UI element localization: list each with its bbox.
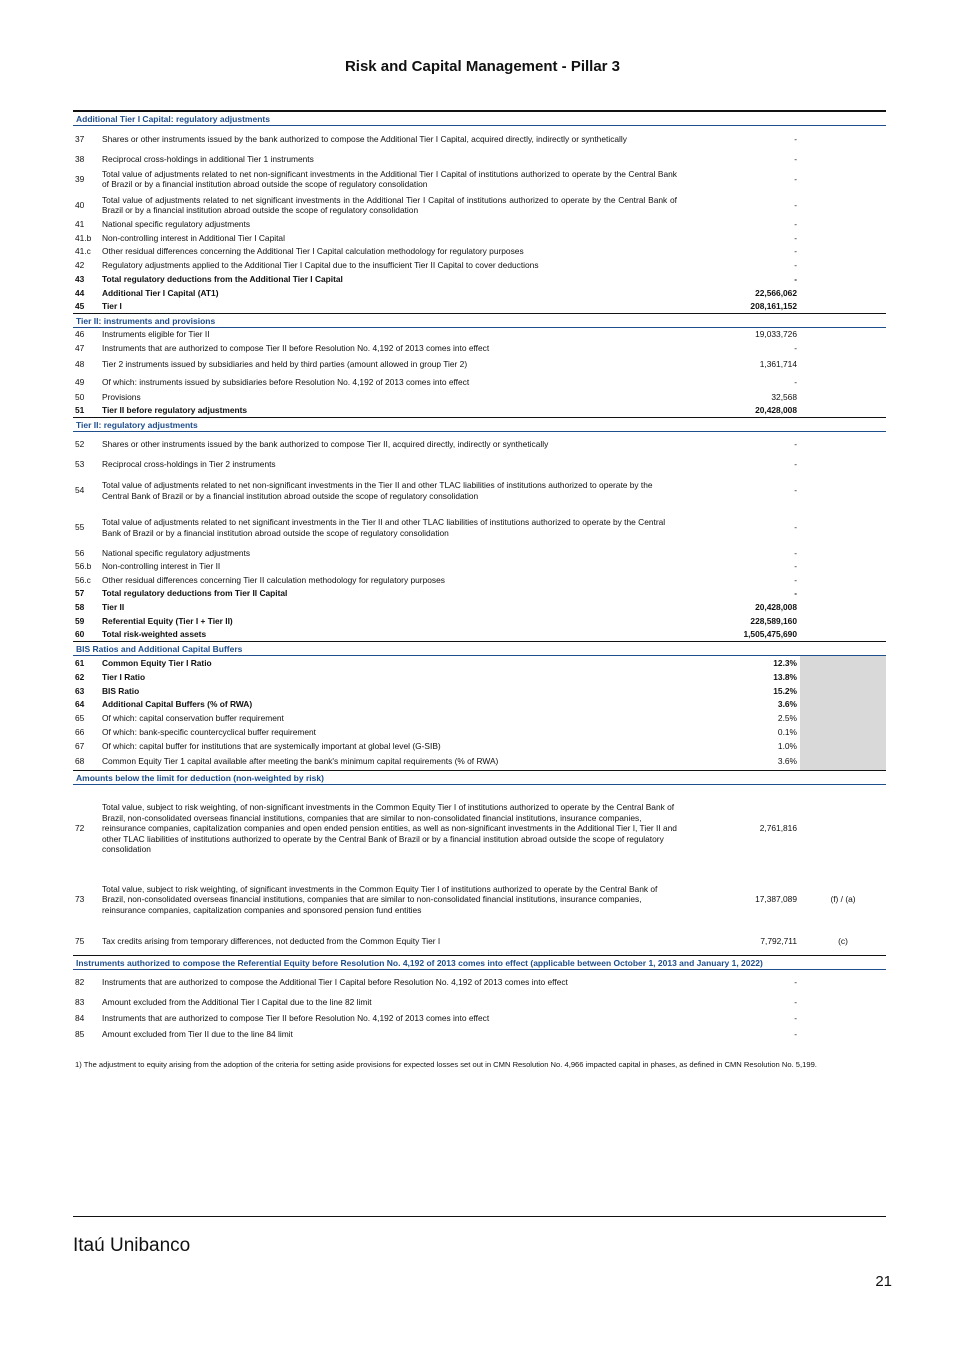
row-description: National specific regulatory adjustments [102, 547, 251, 558]
row-note [800, 546, 886, 560]
row-number: 53 [75, 458, 85, 469]
row-note [800, 166, 886, 192]
row-number: 41.c [75, 246, 91, 257]
row-number: 55 [75, 522, 85, 533]
footer-brand: Itaú Unibanco [73, 1235, 191, 1256]
row-value: - [794, 173, 797, 184]
row-note [800, 286, 886, 300]
row-description: Tier 2 instruments issued by subsidiaries and held by third parties (amount allowed in group Tier 2) [102, 358, 468, 369]
row-number: 85 [75, 1028, 85, 1039]
row-value: 32,568 [771, 392, 797, 403]
row-number: 49 [75, 376, 85, 387]
row-description: Additional Capital Buffers (% of RWA) [102, 699, 253, 710]
row-number: 56 [75, 547, 85, 558]
row-description: BIS Ratio [102, 685, 140, 696]
table-row [73, 725, 886, 739]
row-value: - [794, 547, 797, 558]
row-note [800, 614, 886, 628]
row-description: National specific regulatory adjustments [102, 219, 251, 230]
row-description: Provisions [102, 392, 141, 403]
row-note [800, 391, 886, 404]
row-number: 41 [75, 219, 85, 230]
row-note [800, 472, 886, 509]
row-description: Instruments that are authorized to compose Tier II before Resolution No. 4,192 of 2013 comes into effect [102, 1012, 490, 1023]
table-row [73, 670, 886, 684]
section-header: Tier II: regulatory adjustments [73, 417, 886, 432]
row-value: 13.8% [773, 671, 797, 682]
row-number: 56.b [75, 561, 92, 572]
row-note [800, 725, 886, 739]
row-number: 61 [75, 657, 85, 668]
table-row [73, 373, 886, 391]
row-description: Total value, subject to risk weighting, of significant investments in the Common Equity Tier I of institutions authorized to operate by the Central Bank of Brazil, non-consolidated overseas financial institutions, companies that are similar to non-consolidated financial institutions, insurance companies, reinsurance companies, capitalization companies and sponsored pension fund entities [102, 883, 658, 915]
row-note: (c) [838, 935, 848, 946]
row-description: Tax credits arising from temporary differences, not deducted from the Common Equity Tier I [102, 935, 441, 946]
table-row [73, 472, 886, 509]
row-number: 38 [75, 153, 85, 164]
row-note [800, 711, 886, 725]
table-row [73, 286, 886, 300]
row-description: Of which: bank-specific countercyclical buffer requirement [102, 726, 316, 737]
row-number: 75 [75, 935, 85, 946]
row-note [800, 126, 886, 152]
row-number: 66 [75, 726, 85, 737]
table-row [73, 684, 886, 698]
row-note [800, 739, 886, 753]
row-number: 60 [75, 629, 85, 640]
row-description: Shares or other instruments issued by the bank authorized to compose the Additional Tier I Capital, acquired directly, indirectly or synthetically [102, 133, 627, 144]
row-description: Non-controlling interest in Tier II [102, 561, 221, 572]
row-note: (f) / (a) [830, 894, 856, 905]
row-note [800, 328, 886, 341]
row-value: - [794, 133, 797, 144]
row-description: Other residual differences concerning Tier II calculation methodology for regulatory purposes [102, 574, 445, 585]
row-description: Amount excluded from the Additional Tier I Capital due to the line 82 limit [102, 996, 372, 1007]
table-row [73, 739, 886, 753]
row-value: - [794, 976, 797, 987]
row-value: - [794, 273, 797, 284]
table-row [73, 587, 886, 600]
table-row [73, 231, 886, 245]
table-row [73, 166, 886, 192]
table-row [73, 628, 886, 641]
row-value: 0.1% [777, 726, 797, 737]
row-description: Shares or other instruments issued by the bank authorized to compose Tier II, acquired directly, indirectly or synthetically [102, 438, 549, 449]
table-row [73, 600, 886, 614]
row-number: 45 [75, 301, 85, 312]
row-description: Total value of adjustments related to net non-significant investments in the Additional Tier I Capital of institutions authorized to operate by the Central Bank of Brazil or by a financial institution abroad outside the scope of regulatory consolidation [102, 168, 677, 189]
table-row [73, 698, 886, 711]
row-description: Tier II [102, 601, 125, 612]
table-row [73, 656, 886, 670]
row-value: - [794, 1012, 797, 1023]
table-row [73, 546, 886, 560]
table-row [73, 456, 886, 472]
row-number: 52 [75, 438, 85, 449]
row-description: Total risk-weighted assets [102, 629, 207, 640]
row-number: 72 [75, 823, 85, 834]
row-note [800, 785, 886, 872]
row-note [800, 432, 886, 456]
table-row [73, 927, 886, 955]
row-value: 19,033,726 [755, 329, 797, 340]
row-number: 67 [75, 740, 85, 751]
row-note [800, 373, 886, 391]
table-row [73, 218, 886, 231]
row-note [800, 600, 886, 614]
table-row [73, 258, 886, 272]
row-value: 12.3% [773, 657, 797, 668]
table-row [73, 560, 886, 573]
row-description: Tier I [102, 301, 122, 312]
row-note [800, 560, 886, 573]
row-number: 62 [75, 671, 85, 682]
row-value: - [794, 153, 797, 164]
row-number: 59 [75, 615, 85, 626]
row-value: 2.5% [777, 712, 797, 723]
row-value: - [794, 246, 797, 257]
row-value: 1,361,714 [759, 358, 797, 369]
row-note [800, 355, 886, 373]
row-value: 3.6% [777, 756, 797, 767]
table-row [73, 192, 886, 218]
row-value: 208,161,152 [750, 301, 797, 312]
row-number: 47 [75, 342, 85, 353]
row-description: Instruments eligible for Tier II [102, 329, 210, 340]
row-value: 20,428,008 [755, 601, 797, 612]
row-description: Total value of adjustments related to net significant investments in the Tier II and other TLAC liabilities of institutions authorized to operate by the Central Bank of Brazil or by a financial institution abroad outside the scope of regulatory consolidation [102, 517, 666, 538]
row-number: 82 [75, 976, 85, 987]
table-row [73, 300, 886, 313]
row-note [800, 509, 886, 546]
row-note [800, 753, 886, 770]
row-number: 41.b [75, 232, 92, 243]
row-note [800, 300, 886, 313]
table-row [73, 509, 886, 546]
table-row [73, 1010, 886, 1026]
row-value: - [794, 996, 797, 1007]
table-row [73, 341, 886, 355]
row-description: Of which: capital buffer for institutions that are systemically important at global level (G-SIB) [102, 740, 441, 751]
row-value: - [794, 232, 797, 243]
page-number: 21 [875, 1273, 892, 1290]
row-value: - [794, 485, 797, 496]
row-number: 56.c [75, 574, 91, 585]
row-description: Total value of adjustments related to net significant investments in the Additional Tier I Capital of institutions authorized to operate by the Central Bank of Brazil or by a financial institution abroad outside the scope of regulatory consolidation [102, 194, 677, 215]
row-note [800, 152, 886, 166]
row-value: 7,792,711 [760, 935, 797, 946]
row-number: 58 [75, 601, 85, 612]
table-row [73, 785, 886, 872]
row-description: Common Equity Tier 1 capital available after meeting the bank's minimum capital requirements (% of RWA) [102, 756, 499, 767]
row-value: 22,566,062 [755, 287, 797, 298]
row-value: - [794, 522, 797, 533]
table-row [73, 328, 886, 341]
row-number: 84 [75, 1012, 85, 1023]
row-note [800, 970, 886, 994]
row-note [800, 404, 886, 417]
row-description: Total regulatory deductions from the Additional Tier I Capital [102, 273, 343, 284]
row-description: Other residual differences concerning the Additional Tier I Capital calculation methodology for regulatory purposes [102, 246, 524, 257]
row-number: 51 [75, 405, 85, 416]
row-number: 65 [75, 712, 85, 723]
table-row [73, 432, 886, 456]
row-description: Non-controlling interest in Additional Tier I Capital [102, 232, 285, 243]
row-description: Tier II before regulatory adjustments [102, 405, 248, 416]
table-row [73, 753, 886, 770]
row-number: 44 [75, 287, 85, 298]
row-description: Common Equity Tier I Ratio [102, 657, 212, 668]
section-header: Amounts below the limit for deduction (non-weighted by risk) [73, 770, 886, 785]
row-number: 64 [75, 699, 85, 710]
row-description: Reciprocal cross-holdings in additional Tier 1 instruments [102, 153, 314, 164]
table-row [73, 152, 886, 166]
row-description: Total value of adjustments related to net non-significant investments in the Tier II and other TLAC liabilities of institutions authorized to operate by the Central Bank of Brazil or by a financial institution abroad outside the scope of regulatory consolidation [102, 480, 653, 501]
row-description: Regulatory adjustments applied to the Additional Tier I Capital due to the insufficient Tier II Capital to cover deductions [102, 259, 539, 270]
row-value: 228,589,160 [750, 615, 797, 626]
row-description: Of which: instruments issued by subsidiaries before Resolution No. 4,192 of 2013 comes into effect [102, 376, 470, 387]
section-header: BIS Ratios and Additional Capital Buffers [73, 641, 886, 656]
table-row [73, 872, 886, 927]
row-description: Additional Tier I Capital (AT1) [102, 287, 219, 298]
row-description: Amount excluded from Tier II due to the line 84 limit [102, 1028, 293, 1039]
table-row [73, 272, 886, 286]
row-note [800, 698, 886, 711]
row-description: Instruments that are authorized to compose the Additional Tier I Capital before Resolution No. 4,192 of 2013 comes into effect [102, 976, 568, 987]
table-row [73, 245, 886, 258]
row-value: 1.0% [777, 740, 797, 751]
row-note [800, 994, 886, 1010]
row-note [800, 341, 886, 355]
row-value: - [794, 561, 797, 572]
row-value: 17,387,089 [755, 894, 797, 905]
table-row [73, 994, 886, 1010]
row-number: 48 [75, 358, 85, 369]
row-description: Referential Equity (Tier I + Tier II) [102, 615, 233, 626]
row-value: - [794, 588, 797, 599]
table-row [73, 614, 886, 628]
capital-composition-table [73, 110, 886, 1042]
row-value: - [794, 458, 797, 469]
row-description: Reciprocal cross-holdings in Tier 2 instruments [102, 458, 276, 469]
row-note [800, 1026, 886, 1042]
row-value: 2,761,816 [759, 823, 797, 834]
footer-divider [73, 1216, 886, 1217]
page-title: Risk and Capital Management - Pillar 3 [344, 58, 621, 75]
row-number: 42 [75, 259, 85, 270]
row-note [800, 587, 886, 600]
row-value: 20,428,008 [755, 405, 797, 416]
row-number: 57 [75, 588, 85, 599]
section-header: Tier II: instruments and provisions [73, 313, 886, 328]
row-value: - [794, 199, 797, 210]
table-row [73, 970, 886, 994]
section-header: Additional Tier I Capital: regulatory adjustments [73, 110, 886, 126]
row-note [800, 1010, 886, 1026]
row-number: 37 [75, 133, 85, 144]
row-note [800, 670, 886, 684]
table-row [73, 355, 886, 373]
row-note [800, 656, 886, 670]
row-note [800, 272, 886, 286]
row-note [800, 218, 886, 231]
row-value: - [794, 438, 797, 449]
row-number: 73 [75, 894, 85, 905]
row-number: 46 [75, 329, 85, 340]
row-value: - [794, 1028, 797, 1039]
row-number: 63 [75, 685, 85, 696]
row-note [800, 192, 886, 218]
row-description: Of which: capital conservation buffer requirement [102, 712, 284, 723]
row-description: Tier I Ratio [102, 671, 146, 682]
row-number: 50 [75, 392, 85, 403]
row-value: - [794, 342, 797, 353]
row-number: 68 [75, 756, 85, 767]
table-row [73, 126, 886, 152]
table-row [73, 1026, 886, 1042]
row-note [800, 456, 886, 472]
row-note [800, 573, 886, 587]
row-value: 15.2% [773, 685, 797, 696]
row-number: 39 [75, 173, 85, 184]
row-number: 43 [75, 273, 85, 284]
row-note [800, 628, 886, 641]
row-note [800, 684, 886, 698]
row-value: - [794, 574, 797, 585]
table-row [73, 404, 886, 417]
row-value: 1,505,475,690 [743, 629, 797, 640]
row-note [800, 231, 886, 245]
row-value: 3.6% [777, 699, 797, 710]
row-number: 40 [75, 199, 85, 210]
row-value: - [794, 219, 797, 230]
row-note [800, 258, 886, 272]
table-row [73, 391, 886, 404]
footnote: 1) The adjustment to equity arising from the adoption of the criteria for setting aside provisions for expected losses set out in CMN Resolution No. 4,966 impacted capital in phases, as defined in CMN Resolution No. 5,199. [75, 1060, 817, 1069]
section-header: Instruments authorized to compose the Referential Equity before Resolution No. 4,192 of 2013 comes into effect (applicable between October 1, 2013 and January 1, 2022) [73, 955, 886, 970]
row-note [800, 245, 886, 258]
row-description: Total regulatory deductions from Tier II Capital [102, 588, 288, 599]
row-number: 54 [75, 485, 85, 496]
table-row [73, 711, 886, 725]
row-description: Total value, subject to risk weighting, of non-significant investments in the Common Equity Tier I of institutions authorized to operate by the Central Bank of Brazil, non-consolidated overseas financial institutions, companies that are similar to non-consolidated financial institutions, insurance companies, reinsurance companies, capitalization companies and open ended pension entities, as well as non-significant investments in the Additional Tier I, Tier II and other TLAC liabilities of institutions authorized to operate by the Central Bank of Brazil or by a financial institution abroad outside the scope of regulatory consolidation [102, 802, 677, 855]
row-number: 83 [75, 996, 85, 1007]
row-value: - [794, 376, 797, 387]
row-description: Instruments that are authorized to compose Tier II before Resolution No. 4,192 of 2013 comes into effect [102, 342, 490, 353]
table-row [73, 573, 886, 587]
row-value: - [794, 259, 797, 270]
